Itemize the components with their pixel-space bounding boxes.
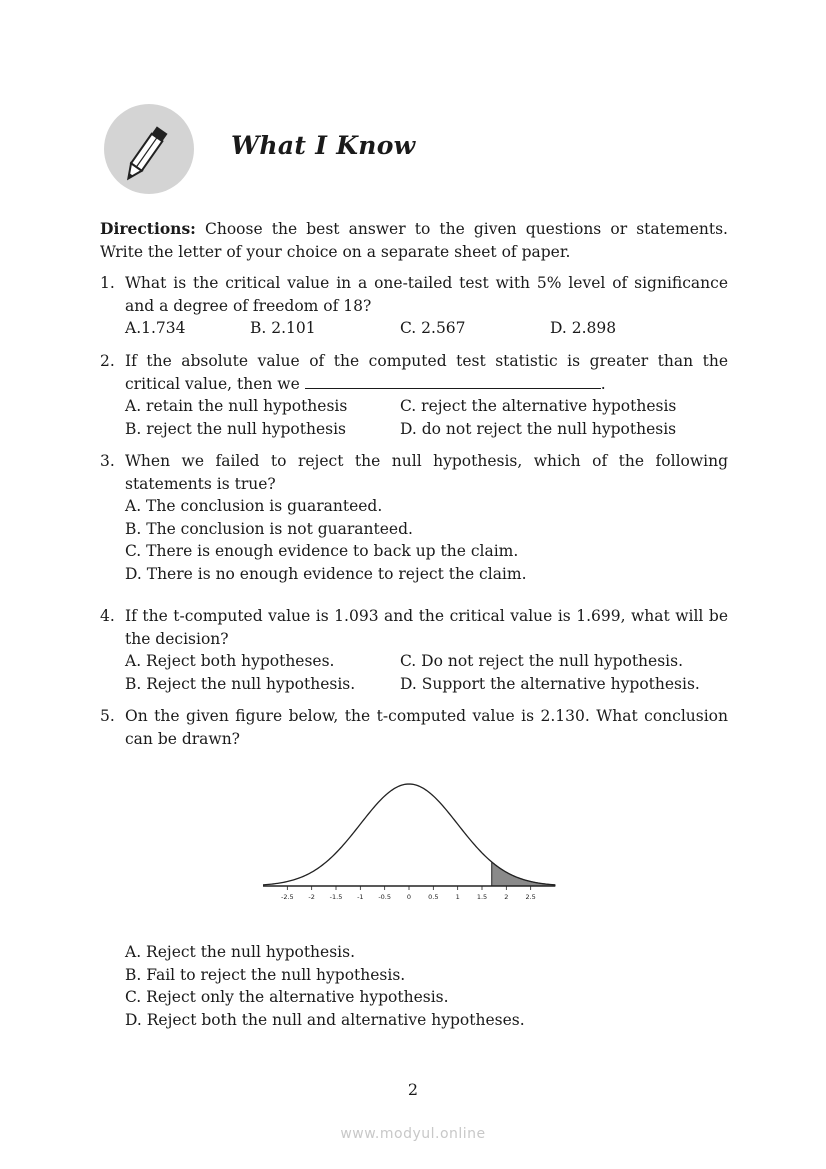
option-d: D. There is no enough evidence to reject the claim. (125, 564, 527, 583)
question-1 (100, 272, 728, 340)
option-b: B. The conclusion is not guaranteed. (125, 519, 413, 538)
tick-label: 1.5 (476, 893, 488, 901)
question-5-options (100, 941, 728, 1031)
question-number: 5. (100, 707, 115, 725)
tick-label: -0.5 (378, 893, 392, 901)
option-a: A. The conclusion is guaranteed. (125, 497, 383, 516)
question-number: 1. (100, 274, 115, 292)
option-d: D. Support the alternative hypothesis. (400, 674, 700, 693)
option-a: A.1.734 (125, 319, 186, 338)
pencil-icon (104, 104, 194, 194)
normal-curve-figure (258, 772, 558, 908)
option-c: C. Do not reject the null hypothesis. (400, 652, 684, 671)
question-number: 3. (100, 452, 115, 470)
option-c: C. There is enough evidence to back up the claim. (125, 542, 519, 561)
tick-label: -1.5 (329, 893, 343, 901)
directions-label: Directions: (100, 219, 196, 238)
normal-curve-chart (258, 772, 558, 904)
question-stem-text: If the absolute value of the computed test statistic is greater than the critical value, then we (125, 352, 728, 393)
tick-label: -1 (357, 893, 364, 901)
question-number: 2. (100, 352, 115, 370)
question-stem-end: . (600, 374, 606, 393)
option-d: D. 2.898 (550, 319, 617, 338)
option-b: B. 2.101 (250, 319, 316, 338)
option-a: A. Reject the null hypothesis. (125, 943, 355, 961)
option-b: B. Reject the null hypothesis. (125, 674, 356, 693)
option-c: C. Reject only the alternative hypothesis. (125, 988, 449, 1007)
x-axis-ticks (281, 886, 536, 901)
question-stem: What is the critical value in a one-tailed test with 5% level of significance and a degree of freedom of 18? (125, 274, 728, 315)
watermark: www.modyul.online (340, 1126, 486, 1142)
tick-label: -2.5 (280, 893, 294, 901)
question-5 (100, 705, 728, 750)
page-title: What I Know (231, 131, 416, 160)
tick-label: 0.5 (428, 893, 439, 901)
option-c: C. reject the alternative hypothesis (400, 397, 677, 416)
tick-label: 2.5 (525, 893, 536, 901)
question-stem: On the given figure below, the t-computed value is 2.130. What conclusion can be drawn? (125, 707, 728, 748)
header-icon-circle (104, 104, 194, 194)
option-b: B. Fail to reject the null hypothesis. (125, 965, 406, 984)
option-d: D. Reject both the null and alternative hypotheses. (125, 1010, 525, 1029)
directions-text: Choose the best answer to the given questions or statements. Write the letter of your choice on a separate sheet of paper. (100, 220, 728, 261)
tick-label: 0 (406, 893, 412, 901)
question-2 (100, 350, 728, 440)
option-a: A. retain the null hypothesis (125, 397, 348, 416)
question-stem: If the t-computed value is 1.093 and the critical value is 1.699, what will be the decision? (125, 607, 728, 648)
option-d: D. do not reject the null hypothesis (400, 419, 677, 438)
tick-label: 1 (455, 893, 460, 901)
page-number: 2 (407, 1080, 419, 1099)
option-a: A. Reject both hypotheses. (125, 652, 335, 671)
directions (100, 217, 728, 264)
question-4 (100, 605, 728, 695)
normal-curve (263, 784, 555, 885)
option-b: B. reject the null hypothesis (125, 419, 347, 438)
question-stem (125, 350, 728, 395)
tick-label: 2 (504, 893, 509, 901)
option-c: C. 2.567 (400, 319, 466, 338)
question-number: 4. (100, 607, 115, 625)
question-3 (100, 450, 728, 586)
answer-blank (305, 374, 601, 389)
question-stem: When we failed to reject the null hypothesis, which of the following statements is true? (125, 452, 728, 493)
tick-label: -2 (308, 893, 315, 901)
rejection-region (492, 862, 555, 886)
